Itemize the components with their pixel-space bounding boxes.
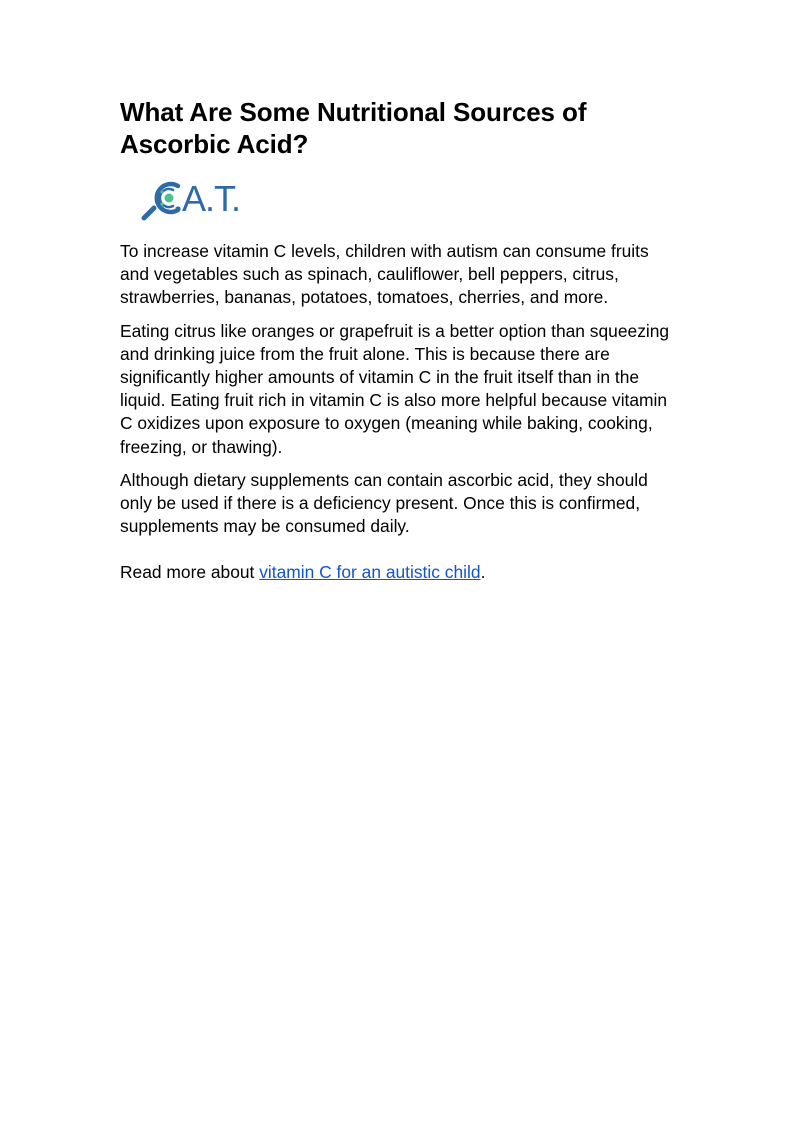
read-more-prefix: Read more about xyxy=(120,562,260,583)
paragraph-sources: To increase vitamin C levels, children with autism can consume fruits and vegetables such as spinach, cauliflower, bell peppers, citrus, strawberries, bananas, potatoes, tomatoes, cherries, and more. xyxy=(120,241,649,308)
paragraph-citrus: Eating citrus like oranges or grapefruit is a better option than squeezing and drinking juice from the fruit alone. This is because there are significantly higher amounts of vitamin C in the fruit itself than in the liquid. Eating fruit rich in vitamin C is also more helpful because vitamin C oxidizes upon exposure to oxygen (meaning while baking, cooking, freezing, or thawing). xyxy=(120,320,670,457)
cat-logo xyxy=(140,178,264,222)
read-more-line xyxy=(120,561,672,584)
read-more-suffix: . xyxy=(480,562,486,583)
page-title: What Are Some Nutritional Sources of Ascorbic Acid? xyxy=(120,97,587,159)
document-page xyxy=(120,96,672,585)
svg-text:A.T.: A.T. xyxy=(182,178,241,219)
paragraph-supplements: Although dietary supplements can contain ascorbic acid, they should only be used if there is a deficiency present. Once this is confirmed, supplements may be consumed daily. xyxy=(120,469,648,537)
vitamin-c-link[interactable]: vitamin C for an autistic child xyxy=(259,562,481,583)
